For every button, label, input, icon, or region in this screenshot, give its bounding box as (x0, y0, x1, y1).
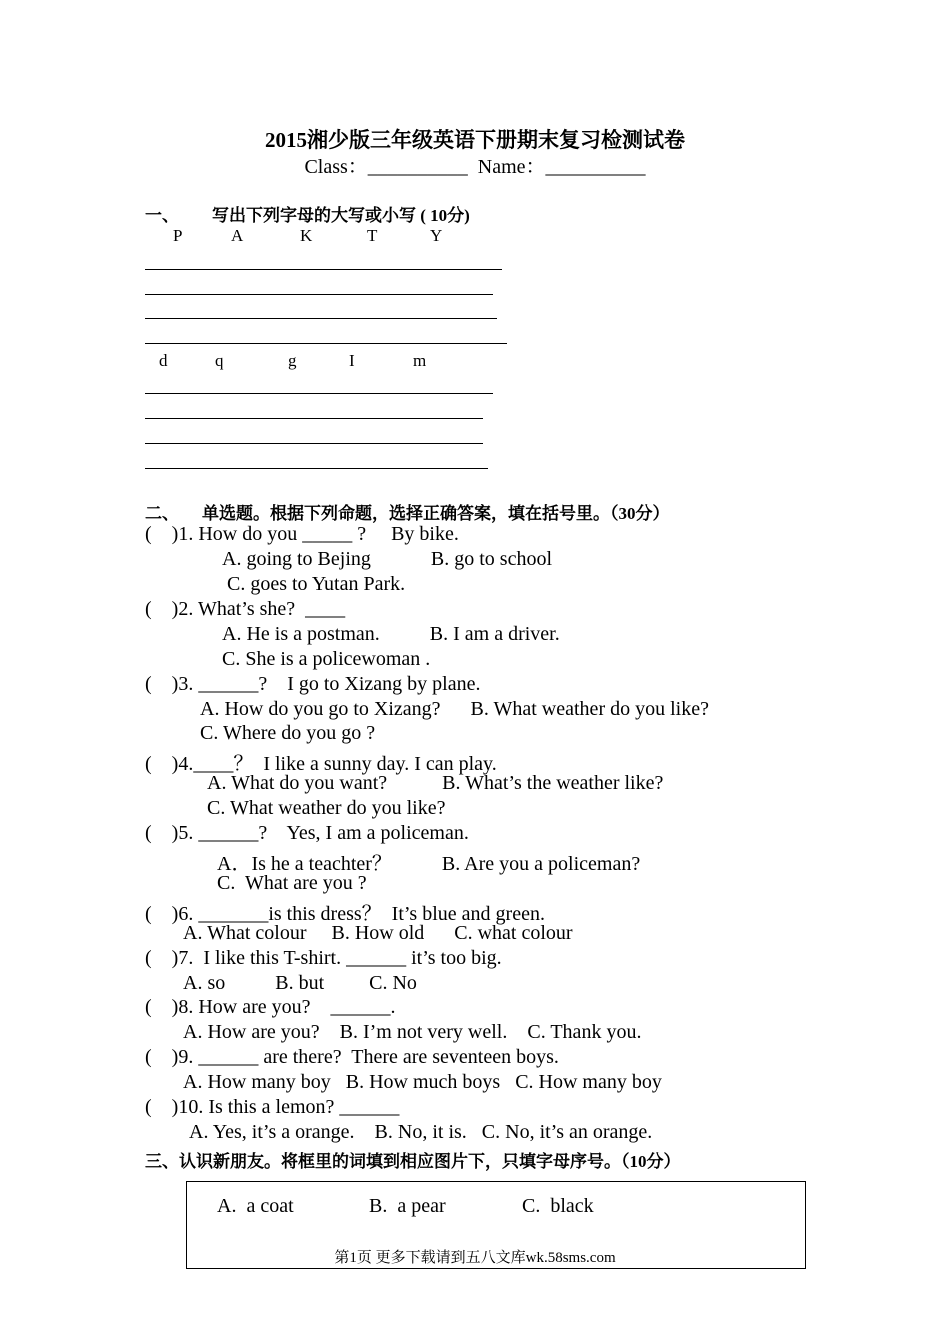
letter: K (300, 226, 313, 245)
writing-line[interactable] (145, 418, 483, 419)
options-1a: A. going to Bejing B. go to school (222, 548, 552, 570)
question-3: ( )3. ______? I go to Xizang by plane. (145, 673, 481, 695)
page-title: 2015湘少版三年级英语下册期末复习检测试卷 (265, 128, 685, 152)
letter: I (349, 351, 355, 370)
options-7: A. so B. but C. No (183, 972, 417, 994)
writing-line[interactable] (145, 468, 488, 469)
options-8: A. How are you? B. I’m not very well. C. Thank you. (183, 1021, 642, 1043)
letter: Y (430, 226, 443, 245)
word-option-a: A. a coat (217, 1195, 294, 1217)
writing-line[interactable] (145, 269, 502, 270)
options-4a: A. What do you want? B. What’s the weather like? (207, 772, 664, 794)
letter: A (231, 226, 244, 245)
letter: P (173, 226, 183, 245)
options-1b: C. goes to Yutan Park. (227, 573, 406, 595)
class-name-line: Class：__________ Name：__________ (304, 156, 646, 178)
section1-heading: 写出下列字母的大写或小写 ( 10分) (212, 206, 470, 225)
question-7: ( )7. I like this T-shirt. ______ it’s too big. (145, 947, 502, 969)
writing-line[interactable] (145, 294, 493, 295)
question-8: ( )8. How are you? ______. (145, 996, 396, 1018)
options-10: A. Yes, it’s a orange. B. No, it is. C. No, it’s an orange. (189, 1121, 653, 1143)
options-5b: C. What are you ? (217, 872, 367, 894)
letter: T (367, 226, 378, 245)
writing-line[interactable] (145, 393, 493, 394)
writing-line[interactable] (145, 343, 507, 344)
options-6: A. What colour B. How old C. what colour (183, 922, 573, 944)
question-10: ( )10. Is this a lemon? ______ (145, 1096, 400, 1118)
question-9: ( )9. ______ are there? There are seventeen boys. (145, 1046, 559, 1068)
question-6: ( )6. _______is this dress？ It’s blue and green. (145, 903, 545, 925)
letter: d (159, 351, 168, 370)
question-2: ( )2. What’s she? ____ (145, 598, 346, 620)
section2-number: 二、 (145, 504, 179, 523)
page-footer: 第1页 更多下载请到五八文库wk.58sms.com (334, 1250, 616, 1266)
options-5a: A．Is he a teachter？ B. Are you a policeman? (217, 853, 641, 875)
options-4b: C. What weather do you like? (207, 797, 446, 819)
question-5: ( )5. ______? Yes, I am a policeman. (145, 822, 469, 844)
letter: m (413, 351, 427, 370)
section2-heading: 单选题。根据下列命题，选择正确答案，填在括号里。（30分） (202, 504, 670, 523)
word-option-c: C. black (522, 1195, 594, 1217)
question-4: ( )4.____？ I like a sunny day. I can play. (145, 753, 497, 775)
section3-heading: 三、认识新朋友。将框里的词填到相应图片下，只填字母序号。（10分） (145, 1152, 681, 1171)
options-3a: A. How do you go to Xizang? B. What weather do you like? (200, 698, 709, 720)
letter: g (288, 351, 297, 370)
question-1: ( )1. How do you _____ ? By bike. (145, 523, 459, 545)
word-option-b: B. a pear (369, 1195, 446, 1217)
section1-number: 一、 (145, 206, 179, 225)
letter: q (215, 351, 224, 370)
options-2a: A. He is a postman. B. I am a driver. (222, 623, 560, 645)
options-3b: C. Where do you go ? (200, 722, 376, 744)
writing-line[interactable] (145, 318, 497, 319)
writing-line[interactable] (145, 443, 483, 444)
options-9: A. How many boy B. How much boys C. How many boy (183, 1071, 662, 1093)
options-2b: C. She is a policewoman . (222, 648, 431, 670)
